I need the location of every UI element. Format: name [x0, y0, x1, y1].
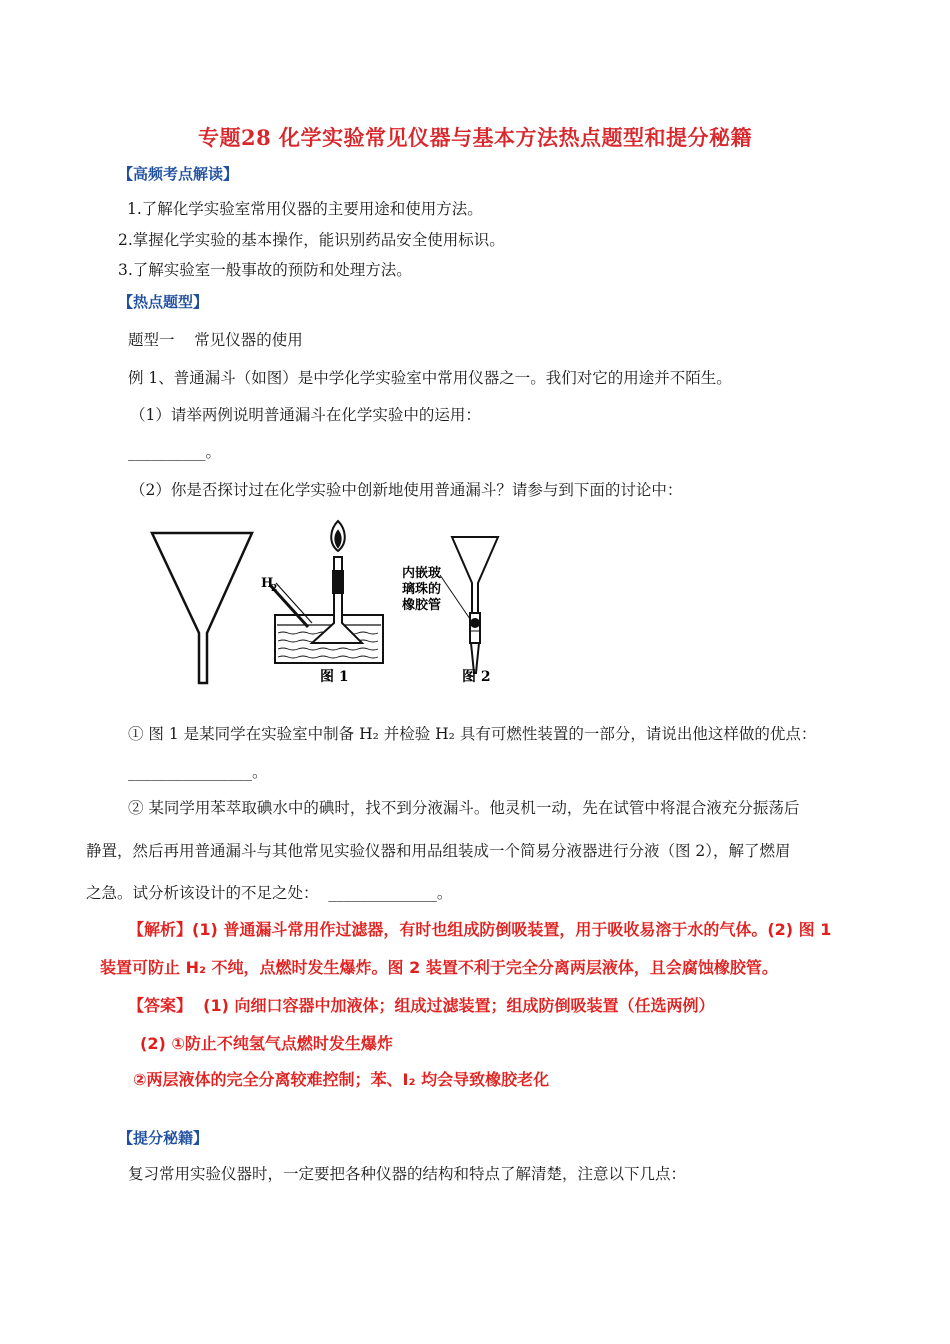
- page-title: 专题28 化学实验常见仪器与基本方法热点题型和提分秘籍: [197, 125, 753, 150]
- analysis-line-1: 【解析】(1) 普通漏斗常用作过滤器，有时也组成防倒吸装置，用于吸收易溶于水的气体。(2) 图 1: [128, 920, 832, 939]
- figure-2-diagram: [440, 537, 498, 673]
- apparatus-figure: [140, 515, 520, 690]
- point-2: 2.掌握化学实验的基本操作，能识别药品安全使用标识。: [118, 231, 505, 249]
- figure-2-label: 图 2: [462, 669, 491, 685]
- question-2-sub-2-line-1: ② 某同学用苯萃取碘水中的碘时，找不到分液漏斗。他灵机一动，先在试管中将混合液充分振荡后: [128, 799, 800, 817]
- h2-label: H: [261, 576, 274, 591]
- question-1-blank[interactable]: __________。: [128, 443, 222, 461]
- funnel-diagram: [152, 533, 252, 683]
- point-3: 3.了解实验室一般事故的预防和处理方法。: [118, 261, 412, 279]
- h2-subscript: 2: [271, 584, 278, 594]
- figure-1-label: 图 1: [320, 669, 349, 685]
- tifen-text: 复习常用实验仪器时，一定要把各种仪器的结构和特点了解清楚，注意以下几点：: [128, 1165, 687, 1183]
- answer-line-1: 【答案】 (1) 向细口容器中加液体；组成过滤装置；组成防倒吸装置（任选两例）: [128, 996, 715, 1015]
- rubber-tube-label-line-2: 璃珠的: [402, 582, 442, 597]
- rubber-tube-label-line-3: 橡胶管: [402, 598, 442, 613]
- rubber-tube-label-line-1: 内嵌玻: [402, 566, 442, 581]
- question-2: （2）你是否探讨过在化学实验中创新地使用普通漏斗？请参与到下面的讨论中：: [130, 481, 683, 499]
- question-2-sub-1-blank[interactable]: ________________。: [128, 763, 268, 781]
- section-heading-redian: 【热点题型】: [118, 293, 209, 311]
- section-heading-tifen: 【提分秘籍】: [118, 1129, 209, 1147]
- section-heading-gaopin: 【高频考点解读】: [118, 165, 239, 183]
- question-type-heading: 题型一 常见仪器的使用: [128, 331, 303, 349]
- figure-1-diagram: [270, 521, 383, 663]
- answer-line-3: ②两层液体的完全分离较难控制；苯、I₂ 均会导致橡胶老化: [133, 1070, 550, 1089]
- example-intro: 例 1、普通漏斗（如图）是中学化学实验室中常用仪器之一。我们对它的用途并不陌生。: [128, 369, 732, 387]
- question-2-sub-2-line-3: 之急。试分析该设计的不足之处： ______________。: [86, 884, 453, 902]
- point-1: 1.了解化学实验室常用仪器的主要用途和使用方法。: [127, 200, 483, 218]
- question-2-sub-2-line-2: 静置，然后再用普通漏斗与其他常见实验仪器和用品组装成一个简易分液器进行分液（图 2），解了燃眉: [86, 842, 791, 860]
- question-2-sub-1: ① 图 1 是某同学在实验室中制备 H₂ 并检验 H₂ 具有可燃性装置的一部分，请说出他这样做的优点：: [128, 725, 817, 743]
- question-1: （1）请举两例说明普通漏斗在化学实验中的运用：: [130, 406, 481, 424]
- answer-line-2: (2) ①防止不纯氢气点燃时发生爆炸: [140, 1034, 393, 1053]
- analysis-line-2: 装置可防止 H₂ 不纯，点燃时发生爆炸。图 2 装置不利于完全分离两层液体，且会腐蚀橡胶管。: [100, 958, 778, 977]
